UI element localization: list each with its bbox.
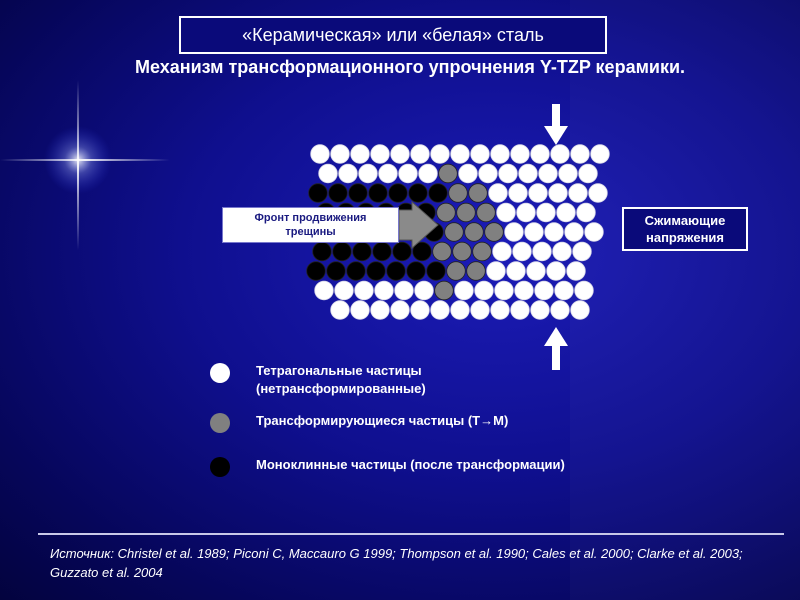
monoclinic-particle	[407, 262, 426, 281]
monoclinic-particle	[387, 262, 406, 281]
transforming-particle-icon	[210, 413, 230, 433]
tetragonal-particle	[557, 203, 576, 222]
tetragonal-particle	[515, 281, 534, 300]
tetragonal-particle	[569, 184, 588, 203]
tetragonal-particle	[589, 184, 608, 203]
tetragonal-particle	[395, 281, 414, 300]
legend-item-tetragonal	[210, 362, 586, 398]
tetragonal-particle	[565, 223, 584, 242]
crack-front-label: Фронт продвижения трещины	[222, 207, 399, 243]
tetragonal-particle	[531, 301, 550, 320]
tetragonal-particle	[571, 301, 590, 320]
tetragonal-particle	[359, 164, 378, 183]
transforming-particle	[449, 184, 468, 203]
tetragonal-particle	[335, 281, 354, 300]
tetragonal-particle	[451, 145, 470, 164]
transforming-particle	[439, 164, 458, 183]
tetragonal-particle	[579, 164, 598, 183]
tetragonal-particle	[555, 281, 574, 300]
transforming-particle	[485, 223, 504, 242]
tetragonal-particle	[479, 164, 498, 183]
monoclinic-particle	[309, 184, 328, 203]
compressive-stress-label: Сжимающие напряжения	[622, 207, 748, 251]
tetragonal-particle	[331, 301, 350, 320]
tetragonal-particle	[533, 242, 552, 261]
tetragonal-particle	[547, 262, 566, 281]
tetragonal-particle	[459, 164, 478, 183]
transforming-particle	[447, 262, 466, 281]
slide-subtitle: Механизм трансформационного упрочнения Y-TZP керамики.	[134, 57, 686, 77]
tetragonal-particle	[493, 242, 512, 261]
tetragonal-particle	[525, 223, 544, 242]
tetragonal-particle	[535, 281, 554, 300]
tetragonal-particle	[471, 145, 490, 164]
tetragonal-particle	[351, 301, 370, 320]
tetragonal-particle	[509, 184, 528, 203]
tetragonal-particle	[339, 164, 358, 183]
legend-item-transforming	[210, 412, 586, 433]
tetragonal-particle	[471, 301, 490, 320]
tetragonal-particle	[311, 145, 330, 164]
tetragonal-particle	[497, 203, 516, 222]
tetragonal-particle	[545, 223, 564, 242]
tetragonal-particle	[475, 281, 494, 300]
tetragonal-particle	[551, 145, 570, 164]
tetragonal-particle	[331, 145, 350, 164]
tetragonal-particle	[411, 301, 430, 320]
tetragonal-particle	[549, 184, 568, 203]
transforming-particle	[465, 223, 484, 242]
tetragonal-particle	[531, 145, 550, 164]
tetragonal-particle	[487, 262, 506, 281]
transforming-particle	[473, 242, 492, 261]
tetragonal-particle	[411, 145, 430, 164]
tetragonal-particle	[517, 203, 536, 222]
monoclinic-particle	[347, 262, 366, 281]
tetragonal-particle	[499, 164, 518, 183]
monoclinic-particle	[353, 242, 372, 261]
tetragonal-particle	[591, 145, 610, 164]
divider	[38, 533, 784, 535]
tetragonal-particle	[551, 301, 570, 320]
tetragonal-particle	[511, 301, 530, 320]
tetragonal-particle	[511, 145, 530, 164]
tetragonal-particle	[507, 262, 526, 281]
tetragonal-particle	[539, 164, 558, 183]
tetragonal-particle	[391, 145, 410, 164]
monoclinic-particle	[427, 262, 446, 281]
tetragonal-particle	[319, 164, 338, 183]
tetragonal-particle	[375, 281, 394, 300]
tetragonal-particle	[585, 223, 604, 242]
tetragonal-particle	[491, 301, 510, 320]
tetragonal-particle	[391, 301, 410, 320]
monoclinic-particle	[313, 242, 332, 261]
monoclinic-particle	[429, 184, 448, 203]
transforming-particle	[457, 203, 476, 222]
tetragonal-particle	[491, 145, 510, 164]
tetragonal-particle	[371, 145, 390, 164]
tetragonal-particle	[489, 184, 508, 203]
monoclinic-particle	[369, 184, 388, 203]
source-citation: Источник: Christel et al. 1989; Piconi C, Maccauro G 1999; Thompson et al. 1990; Cales et al. 2000; Clarke et al. 2003; Guzzato et al. 2004	[50, 546, 743, 580]
tetragonal-particle	[415, 281, 434, 300]
tetragonal-particle	[559, 164, 578, 183]
tetragonal-particle	[505, 223, 524, 242]
tetragonal-particle	[399, 164, 418, 183]
transforming-particle	[433, 242, 452, 261]
monoclinic-particle	[329, 184, 348, 203]
monoclinic-particle	[333, 242, 352, 261]
slide-title: «Керамическая» или «белая» сталь	[242, 24, 544, 45]
tetragonal-particle-icon	[210, 363, 230, 383]
tetragonal-particle	[567, 262, 586, 281]
legend-item-monoclinic	[210, 456, 586, 477]
tetragonal-particle	[495, 281, 514, 300]
transforming-particle	[477, 203, 496, 222]
tetragonal-particle	[431, 145, 450, 164]
monoclinic-particle	[327, 262, 346, 281]
tetragonal-particle	[571, 145, 590, 164]
monoclinic-particle	[409, 184, 428, 203]
monoclinic-particle	[349, 184, 368, 203]
tetragonal-particle	[537, 203, 556, 222]
monoclinic-particle-icon	[210, 457, 230, 477]
transforming-particle	[437, 203, 456, 222]
tetragonal-particle	[513, 242, 532, 261]
transforming-particle	[435, 281, 454, 300]
tetragonal-particle	[351, 145, 370, 164]
tetragonal-particle	[573, 242, 592, 261]
monoclinic-particle	[307, 262, 326, 281]
tetragonal-particle	[527, 262, 546, 281]
transforming-particle	[445, 223, 464, 242]
monoclinic-particle	[373, 242, 392, 261]
transforming-particle	[469, 184, 488, 203]
transforming-particle	[453, 242, 472, 261]
legend-label: Трансформирующиеся частицы (T→M)	[256, 413, 509, 428]
monoclinic-particle	[389, 184, 408, 203]
tetragonal-particle	[379, 164, 398, 183]
legend-label: Моноклинные частицы (после трансформации)	[256, 457, 565, 472]
legend-label: Тетрагональные частицы (нетрансформированные)	[256, 363, 426, 396]
tetragonal-particle	[519, 164, 538, 183]
tetragonal-particle	[371, 301, 390, 320]
tetragonal-particle	[315, 281, 334, 300]
tetragonal-particle	[577, 203, 596, 222]
tetragonal-particle	[455, 281, 474, 300]
tetragonal-particle	[553, 242, 572, 261]
compression-arrow-down-icon	[544, 104, 568, 145]
tetragonal-particle	[431, 301, 450, 320]
monoclinic-particle	[367, 262, 386, 281]
tetragonal-particle	[355, 281, 374, 300]
transforming-particle	[467, 262, 486, 281]
tetragonal-particle	[529, 184, 548, 203]
tetragonal-particle	[419, 164, 438, 183]
tetragonal-particle	[451, 301, 470, 320]
monoclinic-particle	[393, 242, 412, 261]
tetragonal-particle	[575, 281, 594, 300]
